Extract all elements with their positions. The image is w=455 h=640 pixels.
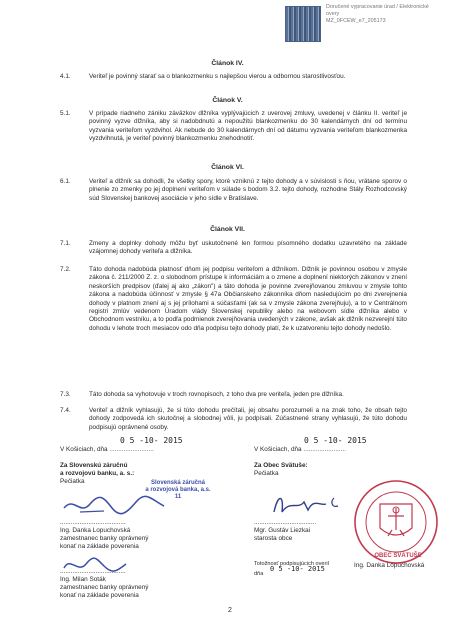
paragraph-text: Veriteľ je povinný starať sa o blankozmenku s najlepšou vierou a odbornou starostlivosťou. (89, 73, 346, 80)
article-heading: Článok VII. (210, 226, 245, 233)
paragraph-number: 6.1. (60, 178, 71, 185)
right-stamp-label: Pečiatka (254, 470, 279, 477)
bank-stamp-line1: Slovenská záručná (150, 480, 206, 486)
article-heading: Článok IV. (211, 60, 244, 67)
left-signer2-role2: konať na základe poverenia (60, 592, 139, 599)
article-heading: Článok V. (212, 97, 243, 104)
right-signer1-name: Mgr. Gustáv Liezkai (254, 527, 311, 534)
paragraph-text: Táto dohoda sa vyhotovuje v troch rovnopisoch, z toho dva pre veriteľa, jeden pre dlžníka. (89, 391, 344, 398)
left-signer1-role1: zamestnanec banky oprávnený (60, 535, 149, 542)
right-signer1-dots: ................................... (254, 519, 317, 526)
paragraph-text: Zmeny a doplnky dohody môžu byť uskutočnené len formou písomného dodatku uzavretého na základe vzájomnej dohody veriteľa a dlžníka. (89, 240, 407, 256)
left-stamp-label: Pečiatka (60, 478, 85, 485)
registry-line: Doručené vypracovanie úrad / Elektronické (326, 4, 429, 10)
left-date-handwritten: 0 5 -10- 2015 (120, 436, 183, 445)
bank-stamp-line2: a rozvojová banka, a.s. (145, 487, 211, 494)
signature-liezkai-icon (268, 490, 348, 518)
left-place-line (60, 446, 154, 454)
right-place-label: V Košiciach, dňa (254, 446, 302, 453)
verify-name: Ing. Danka Lopuchovská (354, 562, 425, 569)
verify-prefix: dňa (254, 571, 264, 577)
registry-line: overy (326, 11, 340, 17)
paragraph (60, 391, 408, 401)
page-number: 2 (228, 607, 232, 614)
verify-label: Totožnosť podpisujúcich overil (254, 561, 329, 567)
paragraph-number: 7.1. (60, 240, 71, 247)
paragraph-text: Veriteľ a dlžník vyhlasujú, že si túto dohodu prečítali, jej obsahu porozumeli a na znak toho, že obsah tejto dohody zodpovedá ich skutočnej a slobodnej vôli, ju podpísali. Zúčastnené strany vyhlasujú, že túto dohodu podpisujú oprávnené osoby. (89, 407, 407, 431)
paragraph-number: 4.1. (60, 73, 71, 80)
left-signer2-dots: ..................................... (60, 568, 126, 575)
seal-text: OBEC SVÄTUŠE (374, 553, 422, 559)
right-signer1-role: starosta obce (254, 535, 293, 542)
paragraph (60, 240, 408, 258)
paragraph (60, 266, 408, 370)
qr-code-icon (285, 6, 321, 42)
left-place-label: V Košiciach, dňa (60, 446, 108, 453)
paragraph (60, 178, 408, 220)
left-signer2-role1: zamestnanec banky oprávnený (60, 584, 149, 591)
paragraph-text: Táto dohoda nadobúda platnosť dňom jej podpisu veriteľom a dlžníkom. Dlžník je povinnou osobou v zmysle zákona č. 211/2000 Z. z. o slobodnom prístupe k informáciám a o zmene a doplnení niektorých zákonov v znení neskorších predpisov (ďalej aj ako „zákon") a táto dohoda je povinne zverejňovanou zmluvou v zmysle tohto zákona a nadobúda účinnosť v zmysle § 47a Občianskeho zákonníka dňom nasledujúcim po dni zverejnenia dohody v platnom znení aj s jej prílohami a súčasťami (ak sa v zmysle zákona zverejňuju), a to v Centrálnom registri zmlúv vedenom Úradom vlády Slovenskej republiky alebo na webovom sídle dlžníka alebo v Obchodnom vestníku, a to podľa podmienok zverejňovania uvedených v zákone, avšak ak dlžník nezverejní túto dohodu v lehote troch mesiacov odo dňa podpisu tejto dohody platí, že k uzatvoreniu tejto dohody nedošlo. (89, 266, 407, 332)
signature-lopuchovska-icon (60, 490, 180, 520)
left-signer1-name: Ing. Danka Lopuchovská (60, 527, 131, 534)
bank-stamp-number: 11 (174, 494, 182, 501)
left-org-line2: a rozvojovú banku, a. s.: (60, 470, 135, 477)
verify-date: 0 5 -10- 2015 (270, 565, 325, 573)
paragraph-number: 7.2. (60, 266, 71, 273)
left-signer1-dots: ..................................... (60, 519, 126, 526)
left-signer2-name: Ing. Milan Soták (60, 576, 106, 583)
left-signer1-role2: konať na základe poverenia (60, 543, 139, 550)
paragraph-text: Veriteľ a dlžník sa dohodli, že všetky spory, ktoré vzniknú z tejto dohody a v súvislosti s ňou, vrátane sporov o plnenie zo zmenky po jej doplnení veriteľom v súlade s bodom 3.2. tejto dohody, rozhodne Stály Rozhodcovský súd Slovenskej bankovej asociácie v jeho sídle v Bratislave. (89, 178, 407, 202)
left-date-dots: ......................... (109, 446, 154, 453)
registry-text (326, 4, 450, 25)
left-org-line1: Za Slovenskú záručnú (60, 462, 128, 469)
right-date-dots: ........................ (303, 446, 347, 453)
paragraph-number: 7.3. (60, 391, 71, 398)
registry-line: MZ_0FCEW_e7_205173 (326, 18, 386, 24)
registry-stamp (285, 4, 451, 50)
paragraph-text: V prípade riadneho zániku záväzkov dlžníka vyplývajúcich z uverovej zmluvy, uvedenej v článku II. veriteľ je povinný vyzve dlžníka, aby si nadobdnutú a nepoužitú blankozmenku do 30 kalendárnych dní od termínu vyzvania veriteľom vyzdvihol. Ak nebude do 30 kalendárnych dní od dátumu vyzvania veriteľom blankozmenka vyzdvihnutá, je veriteľ povinný blankozmenku znehodnotiť. (89, 110, 407, 143)
paragraph (60, 110, 408, 162)
right-date-handwritten: 0 5 -10- 2015 (304, 436, 367, 445)
paragraph-number: 5.1. (60, 110, 71, 117)
article-heading: Článok VI. (211, 164, 244, 171)
paragraph-number: 7.4. (60, 407, 71, 414)
right-org-line1: Za Obec Svätuše: (254, 462, 308, 469)
paragraph (60, 73, 408, 83)
right-place-line (254, 446, 346, 454)
